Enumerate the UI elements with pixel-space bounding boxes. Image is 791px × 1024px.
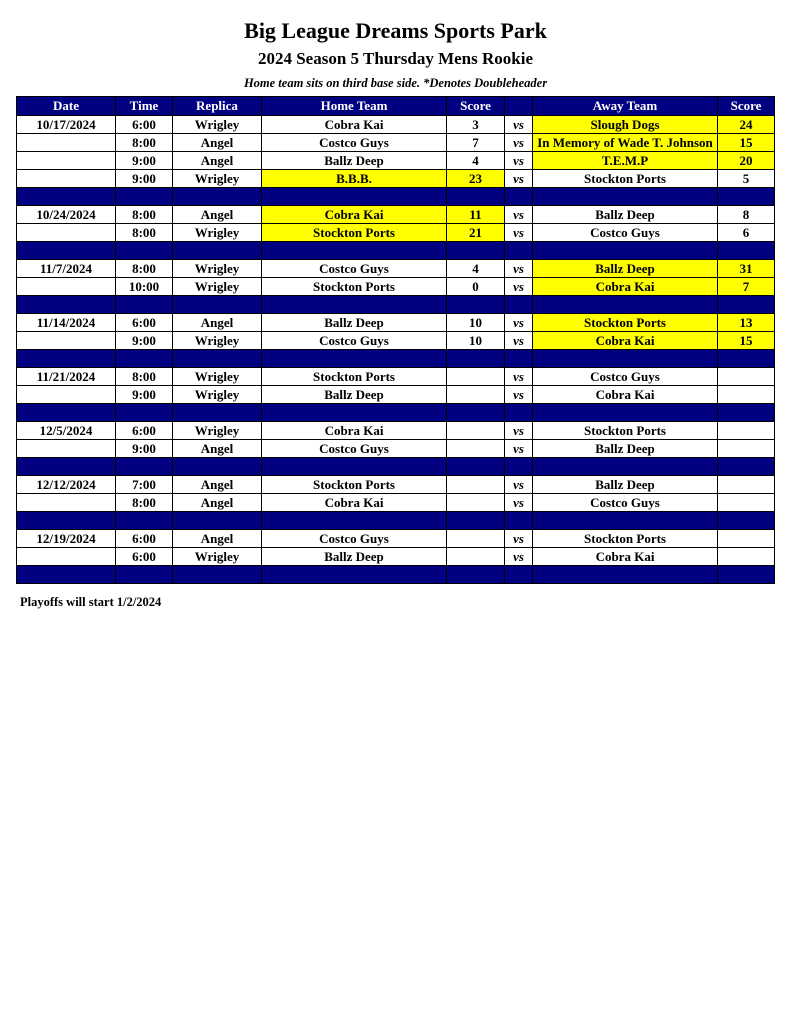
col-header-vs	[505, 97, 533, 116]
date-cell: 10/17/2024	[17, 116, 116, 134]
separator-cell	[262, 458, 447, 476]
separator-cell	[17, 188, 116, 206]
vs-cell: vs	[505, 422, 533, 440]
week-separator-row	[17, 404, 775, 422]
separator-cell	[173, 350, 262, 368]
vs-cell: vs	[505, 548, 533, 566]
away-score-cell	[718, 440, 775, 458]
time-cell: 10:00	[116, 278, 173, 296]
away-score-cell	[718, 368, 775, 386]
time-cell: 8:00	[116, 134, 173, 152]
away-team-cell: Cobra Kai	[533, 386, 718, 404]
separator-cell	[505, 404, 533, 422]
time-cell: 8:00	[116, 224, 173, 242]
replica-cell: Angel	[173, 134, 262, 152]
away-score-cell: 20	[718, 152, 775, 170]
separator-cell	[533, 296, 718, 314]
home-score-cell: 10	[447, 314, 505, 332]
away-team-cell: Cobra Kai	[533, 278, 718, 296]
separator-cell	[173, 404, 262, 422]
vs-cell: vs	[505, 278, 533, 296]
away-score-cell: 24	[718, 116, 775, 134]
away-team-cell: Ballz Deep	[533, 476, 718, 494]
date-cell: 11/14/2024	[17, 314, 116, 332]
home-team-cell: Stockton Ports	[262, 476, 447, 494]
date-cell	[17, 170, 116, 188]
table-row	[17, 116, 775, 134]
separator-cell	[718, 404, 775, 422]
date-cell	[17, 494, 116, 512]
home-score-cell: 10	[447, 332, 505, 350]
vs-cell: vs	[505, 134, 533, 152]
home-team-cell: Stockton Ports	[262, 278, 447, 296]
away-team-cell: Costco Guys	[533, 494, 718, 512]
away-team-cell: Cobra Kai	[533, 332, 718, 350]
away-team-cell: Ballz Deep	[533, 206, 718, 224]
vs-cell: vs	[505, 530, 533, 548]
col-header-time: Time	[116, 97, 173, 116]
separator-cell	[116, 458, 173, 476]
table-row	[17, 224, 775, 242]
time-cell: 6:00	[116, 116, 173, 134]
away-score-cell: 15	[718, 332, 775, 350]
away-team-cell: Cobra Kai	[533, 548, 718, 566]
week-separator-row	[17, 350, 775, 368]
col-header-home-team: Home Team	[262, 97, 447, 116]
replica-cell: Wrigley	[173, 278, 262, 296]
separator-cell	[533, 188, 718, 206]
home-team-cell: B.B.B.	[262, 170, 447, 188]
time-cell: 9:00	[116, 440, 173, 458]
separator-cell	[505, 458, 533, 476]
table-row	[17, 206, 775, 224]
home-score-cell: 3	[447, 116, 505, 134]
replica-cell: Wrigley	[173, 224, 262, 242]
separator-cell	[533, 566, 718, 584]
home-score-cell	[447, 494, 505, 512]
separator-cell	[17, 242, 116, 260]
date-cell: 12/5/2024	[17, 422, 116, 440]
vs-cell: vs	[505, 332, 533, 350]
separator-cell	[17, 350, 116, 368]
separator-cell	[116, 350, 173, 368]
col-header-date: Date	[17, 97, 116, 116]
separator-cell	[116, 296, 173, 314]
separator-cell	[718, 566, 775, 584]
away-team-cell: Stockton Ports	[533, 530, 718, 548]
away-team-cell: T.E.M.P	[533, 152, 718, 170]
footer-note: Playoffs will start 1/2/2024	[20, 595, 162, 609]
separator-cell	[718, 350, 775, 368]
time-cell: 9:00	[116, 332, 173, 350]
time-cell: 9:00	[116, 386, 173, 404]
time-cell: 8:00	[116, 260, 173, 278]
vs-cell: vs	[505, 386, 533, 404]
separator-cell	[505, 296, 533, 314]
away-team-cell: In Memory of Wade T. Johnson	[533, 134, 718, 152]
schedule-table	[16, 96, 775, 584]
table-row	[17, 332, 775, 350]
time-cell: 9:00	[116, 170, 173, 188]
date-cell	[17, 332, 116, 350]
separator-cell	[17, 296, 116, 314]
separator-cell	[17, 566, 116, 584]
separator-cell	[718, 512, 775, 530]
date-cell: 12/19/2024	[17, 530, 116, 548]
separator-cell	[447, 458, 505, 476]
time-cell: 6:00	[116, 422, 173, 440]
home-score-cell: 4	[447, 260, 505, 278]
week-separator-row	[17, 296, 775, 314]
home-score-cell	[447, 530, 505, 548]
week-separator-row	[17, 566, 775, 584]
home-score-cell	[447, 440, 505, 458]
date-cell	[17, 134, 116, 152]
table-row	[17, 440, 775, 458]
separator-cell	[533, 350, 718, 368]
schedule-body	[17, 116, 775, 584]
replica-cell: Wrigley	[173, 386, 262, 404]
table-row	[17, 494, 775, 512]
separator-cell	[447, 512, 505, 530]
time-cell: 6:00	[116, 530, 173, 548]
away-score-cell: 5	[718, 170, 775, 188]
home-score-cell: 0	[447, 278, 505, 296]
separator-cell	[173, 296, 262, 314]
replica-cell: Angel	[173, 206, 262, 224]
away-score-cell: 15	[718, 134, 775, 152]
home-score-cell	[447, 476, 505, 494]
separator-cell	[173, 512, 262, 530]
home-team-cell: Ballz Deep	[262, 386, 447, 404]
home-score-cell: 21	[447, 224, 505, 242]
date-cell	[17, 224, 116, 242]
separator-cell	[447, 242, 505, 260]
replica-cell: Angel	[173, 476, 262, 494]
separator-cell	[447, 404, 505, 422]
date-cell	[17, 548, 116, 566]
away-team-cell: Ballz Deep	[533, 440, 718, 458]
home-team-cell: Costco Guys	[262, 440, 447, 458]
home-team-cell: Cobra Kai	[262, 206, 447, 224]
table-row	[17, 476, 775, 494]
date-cell: 11/21/2024	[17, 368, 116, 386]
home-team-cell: Ballz Deep	[262, 548, 447, 566]
separator-cell	[447, 296, 505, 314]
replica-cell: Wrigley	[173, 332, 262, 350]
separator-cell	[262, 242, 447, 260]
header-row	[17, 97, 775, 116]
vs-cell: vs	[505, 494, 533, 512]
table-row	[17, 260, 775, 278]
separator-cell	[173, 458, 262, 476]
table-row	[17, 548, 775, 566]
table-row	[17, 278, 775, 296]
home-team-cell: Ballz Deep	[262, 152, 447, 170]
table-row	[17, 530, 775, 548]
away-team-cell: Stockton Ports	[533, 170, 718, 188]
col-header-replica: Replica	[173, 97, 262, 116]
table-row	[17, 152, 775, 170]
separator-cell	[447, 350, 505, 368]
replica-cell: Wrigley	[173, 368, 262, 386]
date-cell: 10/24/2024	[17, 206, 116, 224]
date-cell: 11/7/2024	[17, 260, 116, 278]
replica-cell: Wrigley	[173, 260, 262, 278]
separator-cell	[505, 242, 533, 260]
vs-cell: vs	[505, 152, 533, 170]
separator-cell	[505, 350, 533, 368]
home-team-cell: Stockton Ports	[262, 224, 447, 242]
week-separator-row	[17, 188, 775, 206]
week-separator-row	[17, 242, 775, 260]
separator-cell	[533, 404, 718, 422]
table-row	[17, 386, 775, 404]
home-score-cell	[447, 386, 505, 404]
replica-cell: Wrigley	[173, 170, 262, 188]
vs-cell: vs	[505, 440, 533, 458]
home-team-cell: Ballz Deep	[262, 314, 447, 332]
separator-cell	[17, 512, 116, 530]
table-row	[17, 314, 775, 332]
away-score-cell	[718, 494, 775, 512]
separator-cell	[173, 242, 262, 260]
date-cell: 12/12/2024	[17, 476, 116, 494]
separator-cell	[116, 512, 173, 530]
separator-cell	[116, 188, 173, 206]
separator-cell	[17, 458, 116, 476]
vs-cell: vs	[505, 170, 533, 188]
away-team-cell: Costco Guys	[533, 224, 718, 242]
home-team-cell: Cobra Kai	[262, 116, 447, 134]
separator-cell	[718, 242, 775, 260]
separator-cell	[262, 512, 447, 530]
page-subtitle: 2024 Season 5 Thursday Mens Rookie	[257, 49, 534, 68]
separator-cell	[262, 566, 447, 584]
away-score-cell	[718, 476, 775, 494]
separator-cell	[533, 458, 718, 476]
separator-cell	[116, 404, 173, 422]
time-cell: 8:00	[116, 368, 173, 386]
away-team-cell: Stockton Ports	[533, 314, 718, 332]
away-score-cell: 7	[718, 278, 775, 296]
col-header-home-score: Score	[447, 97, 505, 116]
vs-cell: vs	[505, 116, 533, 134]
home-score-cell: 23	[447, 170, 505, 188]
date-cell	[17, 278, 116, 296]
home-team-cell: Cobra Kai	[262, 422, 447, 440]
away-team-cell: Stockton Ports	[533, 422, 718, 440]
separator-cell	[173, 188, 262, 206]
page-title: Big League Dreams Sports Park	[244, 18, 547, 43]
home-team-cell: Costco Guys	[262, 530, 447, 548]
separator-cell	[116, 242, 173, 260]
separator-cell	[262, 350, 447, 368]
replica-cell: Angel	[173, 152, 262, 170]
home-score-cell: 11	[447, 206, 505, 224]
away-score-cell: 31	[718, 260, 775, 278]
home-score-cell: 4	[447, 152, 505, 170]
week-separator-row	[17, 512, 775, 530]
away-score-cell	[718, 386, 775, 404]
vs-cell: vs	[505, 476, 533, 494]
separator-cell	[262, 404, 447, 422]
vs-cell: vs	[505, 206, 533, 224]
home-team-cell: Costco Guys	[262, 134, 447, 152]
away-score-cell: 13	[718, 314, 775, 332]
page-note: Home team sits on third base side. *Denotes Doubleheader	[243, 76, 548, 90]
away-team-cell: Costco Guys	[533, 368, 718, 386]
col-header-away-score: Score	[718, 97, 775, 116]
separator-cell	[116, 566, 173, 584]
date-cell	[17, 152, 116, 170]
separator-cell	[173, 566, 262, 584]
vs-cell: vs	[505, 368, 533, 386]
separator-cell	[505, 188, 533, 206]
separator-cell	[718, 458, 775, 476]
table-row	[17, 422, 775, 440]
replica-cell: Wrigley	[173, 548, 262, 566]
separator-cell	[262, 296, 447, 314]
home-score-cell	[447, 368, 505, 386]
date-cell	[17, 440, 116, 458]
away-score-cell: 8	[718, 206, 775, 224]
table-row	[17, 368, 775, 386]
vs-cell: vs	[505, 314, 533, 332]
date-cell	[17, 386, 116, 404]
time-cell: 6:00	[116, 314, 173, 332]
home-team-cell: Costco Guys	[262, 260, 447, 278]
home-team-cell: Costco Guys	[262, 332, 447, 350]
time-cell: 6:00	[116, 548, 173, 566]
separator-cell	[505, 566, 533, 584]
time-cell: 8:00	[116, 206, 173, 224]
away-score-cell	[718, 548, 775, 566]
separator-cell	[718, 296, 775, 314]
away-score-cell	[718, 422, 775, 440]
vs-cell: vs	[505, 224, 533, 242]
replica-cell: Wrigley	[173, 422, 262, 440]
separator-cell	[262, 188, 447, 206]
replica-cell: Angel	[173, 440, 262, 458]
home-team-cell: Stockton Ports	[262, 368, 447, 386]
vs-cell: vs	[505, 260, 533, 278]
separator-cell	[447, 566, 505, 584]
replica-cell: Angel	[173, 314, 262, 332]
separator-cell	[505, 512, 533, 530]
table-row	[17, 170, 775, 188]
away-team-cell: Ballz Deep	[533, 260, 718, 278]
time-cell: 8:00	[116, 494, 173, 512]
away-score-cell: 6	[718, 224, 775, 242]
separator-cell	[533, 242, 718, 260]
away-score-cell	[718, 530, 775, 548]
separator-cell	[718, 188, 775, 206]
home-team-cell: Cobra Kai	[262, 494, 447, 512]
time-cell: 7:00	[116, 476, 173, 494]
separator-cell	[17, 404, 116, 422]
separator-cell	[447, 188, 505, 206]
home-score-cell	[447, 548, 505, 566]
separator-cell	[533, 512, 718, 530]
replica-cell: Angel	[173, 494, 262, 512]
replica-cell: Angel	[173, 530, 262, 548]
home-score-cell	[447, 422, 505, 440]
week-separator-row	[17, 458, 775, 476]
col-header-away-team: Away Team	[533, 97, 718, 116]
table-row	[17, 134, 775, 152]
replica-cell: Wrigley	[173, 116, 262, 134]
home-score-cell: 7	[447, 134, 505, 152]
away-team-cell: Slough Dogs	[533, 116, 718, 134]
time-cell: 9:00	[116, 152, 173, 170]
